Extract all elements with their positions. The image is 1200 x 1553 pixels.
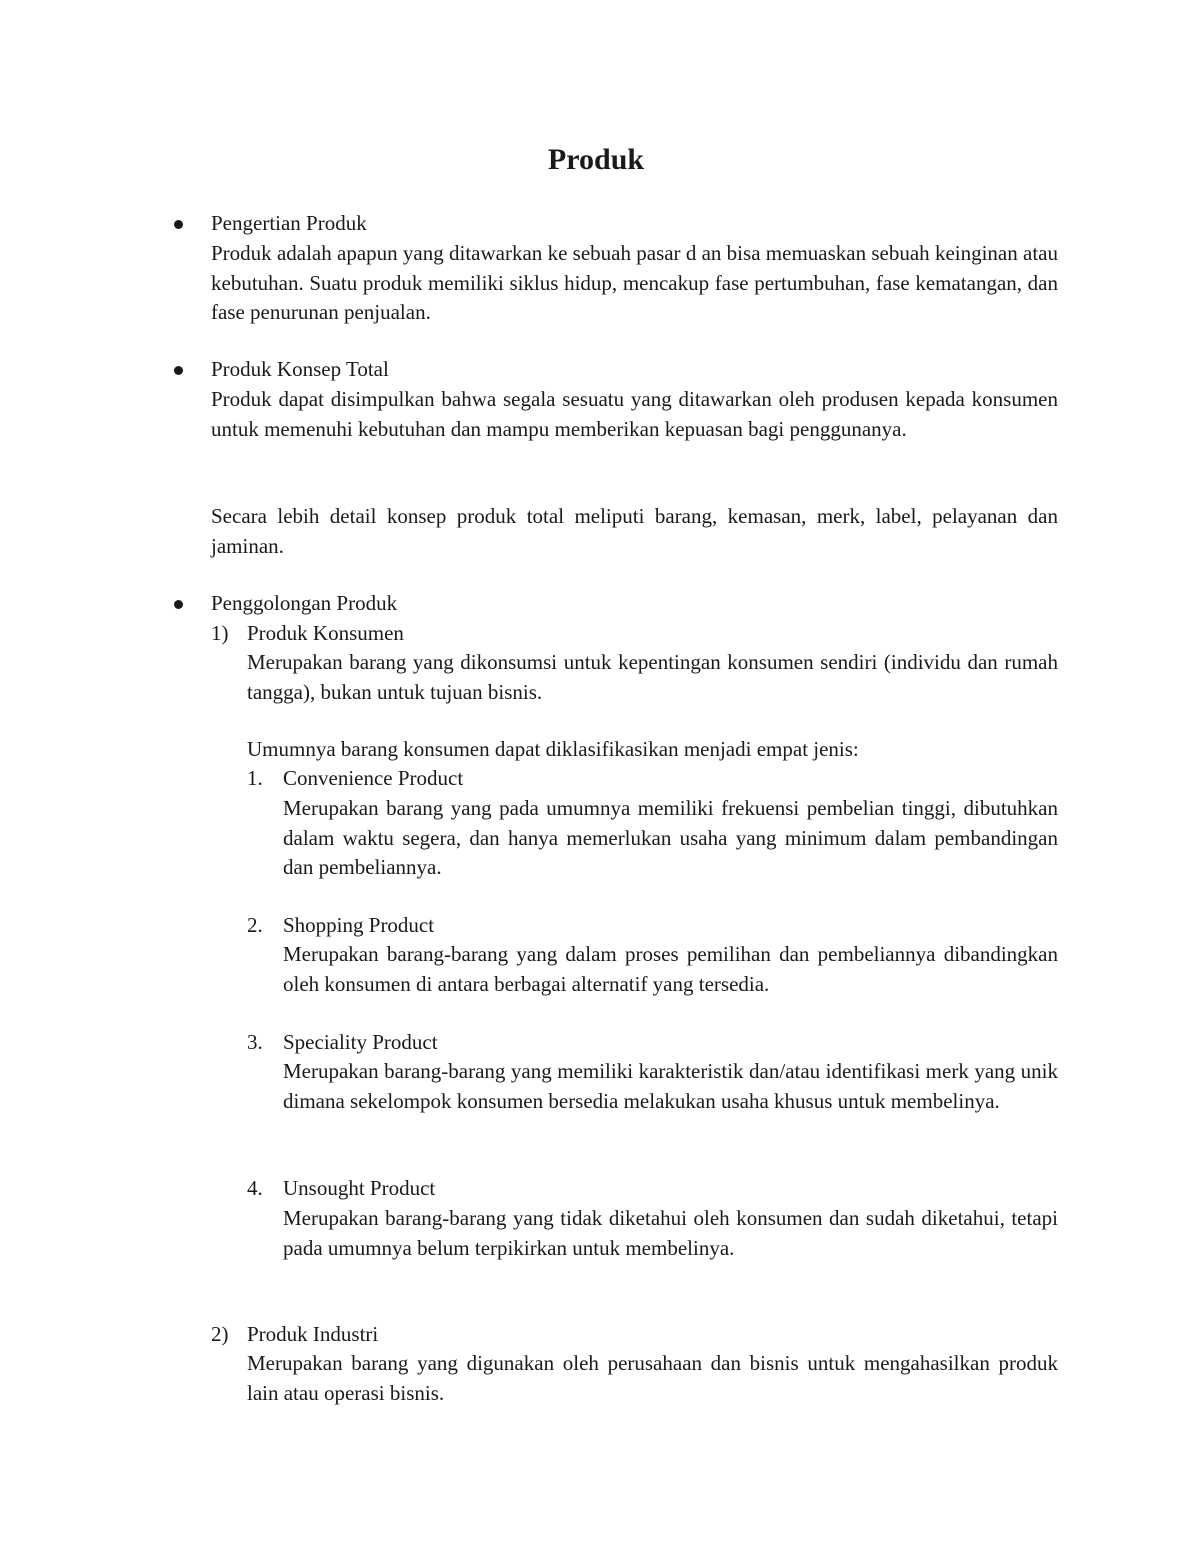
- list-marker: 2.: [247, 913, 263, 937]
- subsection-paragraph: Merupakan barang yang digunakan oleh perusahaan dan bisnis untuk mengahasilkan produk lain atau operasi bisnis.: [247, 1351, 1058, 1405]
- section-paragraph: Produk dapat disimpulkan bahwa segala sesuatu yang ditawarkan oleh produsen kepada konsumen untuk memenuhi kebutuhan dan mampu memberikan kepuasan bagi penggunanya.: [211, 387, 1058, 441]
- list-marker: 1.: [247, 766, 263, 790]
- item-text: Merupakan barang-barang yang dalam proses pemilihan dan pembeliannya dibandingkan oleh konsumen di antara berbagai alternatif yang tersedia.: [283, 942, 1058, 996]
- section-heading: Produk Konsep Total: [211, 357, 389, 381]
- subsection-heading: Produk Industri: [247, 1322, 379, 1346]
- item-heading: Shopping Product: [283, 913, 435, 937]
- list-marker: 1): [211, 621, 229, 645]
- subsection-paragraph: Umumnya barang konsumen dapat diklasifikasikan menjadi empat jenis:: [247, 737, 859, 761]
- section-heading: Pengertian Produk: [211, 211, 367, 235]
- item-text: Merupakan barang yang pada umumnya memiliki frekuensi pembelian tinggi, dibutuhkan dalam waktu segera, dan hanya memerlukan usaha yang minimum dalam pembandingan dan pembeliannya.: [283, 796, 1058, 879]
- list-marker: 2): [211, 1322, 229, 1346]
- section-paragraph: Produk adalah apapun yang ditawarkan ke sebuah pasar d an bisa memuaskan sebuah keinginan atau kebutuhan. Suatu produk memiliki siklus hidup, mencakup fase pertumbuhan, fase kematangan, dan fase penurunan penjualan.: [211, 241, 1058, 324]
- item-heading: Convenience Product: [283, 766, 464, 790]
- item-heading: Speciality Product: [283, 1030, 438, 1054]
- bullet-icon: [174, 366, 183, 375]
- bullet-icon: [174, 600, 183, 609]
- subsection-paragraph: Merupakan barang yang dikonsumsi untuk kepentingan konsumen sendiri (individu dan rumah tangga), bukan untuk tujuan bisnis.: [247, 650, 1058, 704]
- bullet-icon: [174, 220, 183, 229]
- list-marker: 3.: [247, 1030, 263, 1054]
- item-heading: Unsought Product: [283, 1176, 436, 1200]
- item-text: Merupakan barang-barang yang memiliki karakteristik dan/atau identifikasi merk yang unik dimana sekelompok konsumen bersedia melakukan usaha khusus untuk membelinya.: [283, 1059, 1058, 1113]
- subsection-heading: Produk Konsumen: [247, 621, 404, 645]
- list-marker: 4.: [247, 1176, 263, 1200]
- section-paragraph: Secara lebih detail konsep produk total meliputi barang, kemasan, merk, label, pelayanan dan jaminan.: [211, 504, 1058, 558]
- document-title: Produk: [547, 143, 645, 176]
- item-text: Merupakan barang-barang yang tidak diketahui oleh konsumen dan sudah diketahui, tetapi pada umumnya belum terpikirkan untuk membelinya.: [283, 1206, 1058, 1260]
- section-heading: Penggolongan Produk: [211, 591, 398, 615]
